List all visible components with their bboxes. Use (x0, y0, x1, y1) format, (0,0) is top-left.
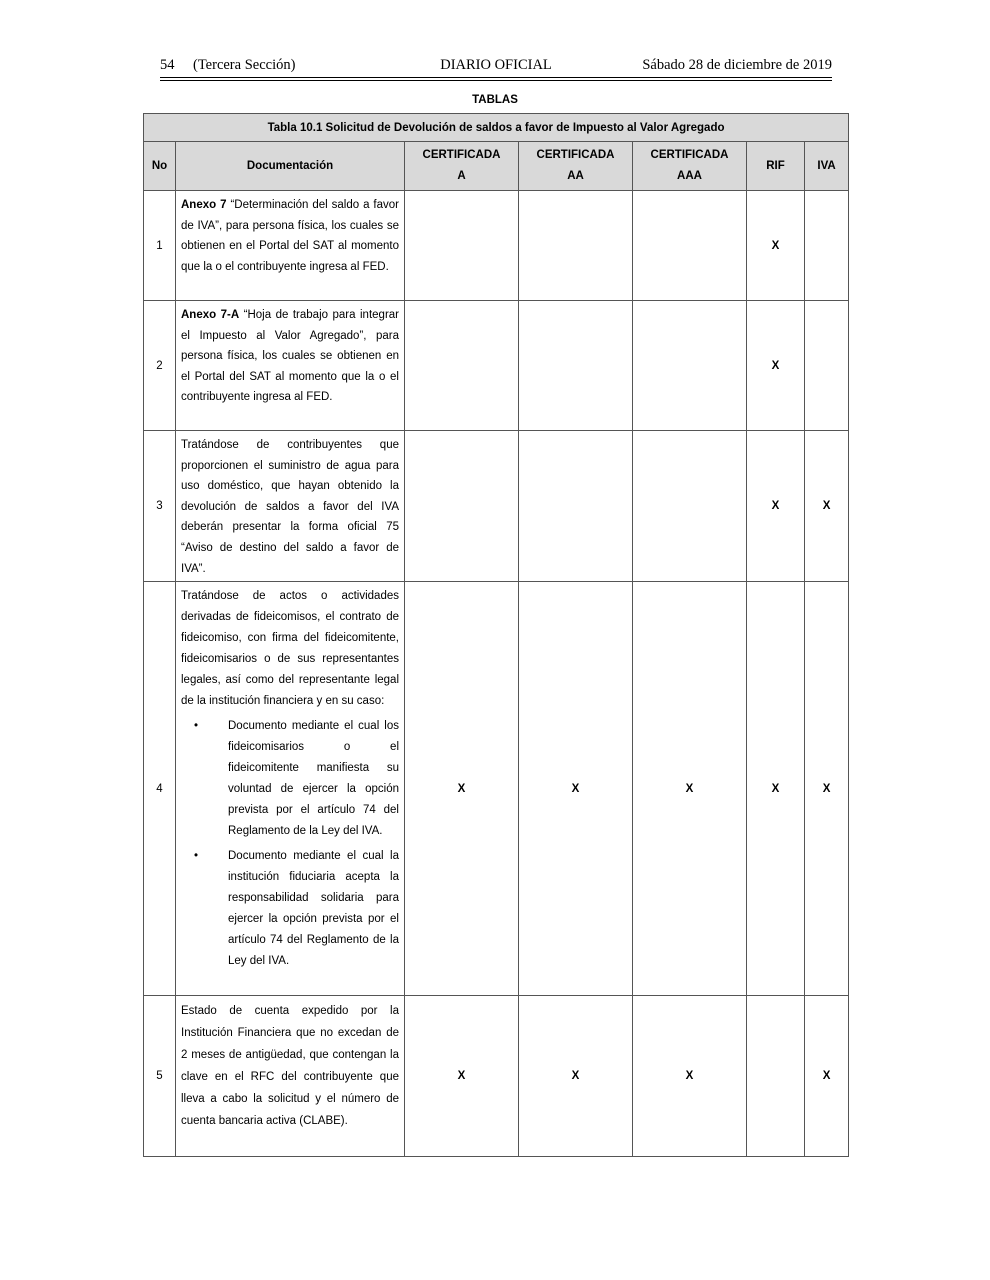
bullet-icon: • (194, 720, 199, 733)
row-description (176, 301, 405, 431)
journal-title: DIARIO OFICIAL (440, 57, 552, 73)
row-description (176, 191, 405, 301)
annex-label: Anexo 7-A (181, 309, 240, 321)
table-row (144, 582, 849, 996)
table-caption: Tabla 10.1 Solicitud de Devolución de saldos a favor de Impuesto al Valor Agregado (144, 114, 849, 142)
table-row (144, 191, 849, 301)
cell-certificada-a (405, 191, 519, 301)
column-header-certificada-a (405, 142, 519, 191)
cell-certificada-aaa (633, 301, 747, 431)
bullet-icon: • (194, 850, 199, 863)
cell-rif: X (747, 431, 805, 582)
cell-certificada-aaa (633, 431, 747, 582)
cell-rif: X (747, 191, 805, 301)
column-header-no: No (144, 142, 176, 191)
column-header-documentacion: Documentación (176, 142, 405, 191)
column-header-rif: RIF (747, 142, 805, 191)
cell-rif: X (747, 301, 805, 431)
table-row (144, 301, 849, 431)
row-number: 4 (144, 582, 176, 996)
cell-certificada-aaa (633, 191, 747, 301)
column-header-line: CERTIFICADA (650, 149, 729, 161)
cell-certificada-aaa: X (633, 996, 747, 1157)
list-item-text: Documento mediante el cual la institución fiduciaria acepta la responsabilidad solidaria para ejercer la opción prevista por el artículo 74 del Reglamento de la Ley del IVA. (228, 850, 399, 968)
cell-iva: X (805, 582, 849, 996)
cell-iva: X (805, 431, 849, 582)
issue-date: Sábado 28 de diciembre de 2019 (642, 57, 832, 73)
cell-certificada-a (405, 301, 519, 431)
list-item (181, 716, 399, 842)
table-header-row (144, 142, 849, 191)
cell-iva: X (805, 996, 849, 1157)
cell-certificada-aa: X (519, 996, 633, 1157)
row-number: 1 (144, 191, 176, 301)
column-header-line: CERTIFICADA (536, 149, 615, 161)
cell-certificada-a (405, 431, 519, 582)
column-header-line: AAA (677, 170, 702, 182)
row-number: 2 (144, 301, 176, 431)
column-header-certificada-aaa (633, 142, 747, 191)
row-number: 3 (144, 431, 176, 582)
annex-label: Anexo 7 (181, 199, 227, 211)
row-number: 5 (144, 996, 176, 1157)
table-row (144, 996, 849, 1157)
cell-certificada-aaa: X (633, 582, 747, 996)
cell-certificada-aa: X (519, 582, 633, 996)
cell-rif (747, 996, 805, 1157)
row-description: Tratándose de contribuyentes que proporcionen el suministro de agua para uso doméstico, que hayan obtenido la devolución de saldos a favor del IVA deberán presentar la forma oficial 75 “Aviso de destino del saldo a favor de IVA”. (176, 431, 405, 582)
cell-iva (805, 301, 849, 431)
header-rule-top (160, 77, 832, 78)
description-text: “Hoja de trabajo para integrar el Impuesto al Valor Agregado”, para persona física, los cuales se obtienen en el Portal del SAT al momento que la o el contribuyente ingresa al FED. (181, 309, 399, 404)
column-header-line: CERTIFICADA (422, 149, 501, 161)
list-item (181, 846, 399, 972)
page-number: 54 (160, 57, 175, 73)
table-row (144, 431, 849, 582)
cell-rif: X (747, 582, 805, 996)
requirement-list (181, 716, 399, 972)
running-header (160, 57, 832, 77)
column-header-iva: IVA (805, 142, 849, 191)
column-header-line: AA (567, 170, 584, 182)
description-text: “Determinación del saldo a favor de IVA”, para persona física, los cuales se obtienen en el Portal del SAT al momento que la o el contribuyente ingresa al FED. (181, 199, 399, 273)
documentation-table (143, 113, 849, 1157)
cell-certificada-aa (519, 191, 633, 301)
list-item-text: Documento mediante el cual los fideicomisarios o el fideicomitente manifiesta su voluntad de ejercer la opción prevista por el artículo 74 del Reglamento de la Ley del IVA. (228, 720, 399, 838)
row-description: Estado de cuenta expedido por la Institución Financiera que no excedan de 2 meses de antigüedad, que contengan la clave en el RFC del contribuyente que lleva a cabo la solicitud y el número de cuenta bancaria activa (CLABE). (176, 996, 405, 1157)
section-label: (Tercera Sección) (193, 57, 296, 73)
row-description (176, 582, 405, 996)
cell-certificada-aa (519, 301, 633, 431)
description-text: Tratándose de actos o actividades derivadas de fideicomisos, el contrato de fideicomiso, con firma del fideicomitente, fideicomisarios o de sus representantes legales, así como del representante legal de la institución financiera y en su caso: (181, 590, 399, 708)
cell-iva (805, 191, 849, 301)
column-header-line: A (457, 170, 466, 182)
header-rule-bottom (160, 80, 832, 81)
column-header-certificada-aa (519, 142, 633, 191)
section-title: TABLAS (472, 94, 518, 106)
cell-certificada-a: X (405, 582, 519, 996)
cell-certificada-aa (519, 431, 633, 582)
cell-certificada-a: X (405, 996, 519, 1157)
